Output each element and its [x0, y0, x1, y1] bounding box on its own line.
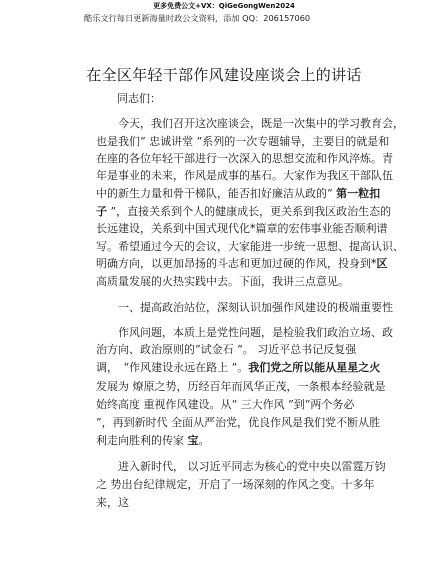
text-run: 在座的各位年轻干部进行一次深入的思想交流和作风淬炼。青 — [96, 152, 393, 165]
text-run: 长远建设，关系到中国式现代化*篇章的宏伟事业能否顺利谱 — [96, 222, 388, 235]
body-line — [96, 187, 380, 201]
text-run: 之 势出台纪律规定，开启了一场深刻的作风之变。十多年 — [96, 478, 375, 491]
body-line — [96, 343, 356, 357]
text-run: 来，这 — [96, 496, 129, 509]
body-line — [96, 326, 393, 340]
text-run: 。 — [198, 434, 210, 447]
text-run: 作风问题，本质上是党性问题，是检验我们政治立场、政 — [96, 326, 393, 339]
body-line — [96, 257, 388, 271]
greeting: 同志们： — [117, 92, 161, 105]
text-run: 一、提高政治站位，深刻认识加强作风建设的极端重要性 — [96, 301, 393, 314]
source-line: 酷乐文行每日更新海量时政公文资料，添加 QQ：206157060 — [84, 13, 311, 23]
text-run: 利走向胜利的传家 — [96, 434, 188, 447]
body-line — [96, 416, 380, 430]
emphasis-text: 宝 — [187, 434, 199, 447]
text-run: 调， “作风建设永远在路上 ”。 — [96, 361, 249, 374]
text-run: 明确方向，以更加昂扬的斗志和更加过硬的作风，投身到* — [96, 257, 377, 270]
text-run: 也是我们“ 忠诚讲堂 ”系列的一次专题辅导，主要目的就是和 — [96, 135, 390, 148]
emphasis-text: 第一粒扣 — [336, 187, 381, 200]
promo-header: 更多免费公文+VX：QiGeGongWen2024 — [153, 2, 295, 10]
body-line — [96, 275, 349, 289]
text-run: 高质量发展的火热实践中去。下面，我讲三点意见。 — [96, 275, 349, 288]
body-line — [96, 361, 380, 375]
body-line — [96, 240, 404, 254]
text-run: 今天，我们召开这次座谈会，既是一次集中的学习教育会， — [96, 117, 404, 130]
body-line — [96, 169, 393, 183]
text-run: ”，直接关系到个人的健康成长，更关系到我区政治生态的 — [107, 205, 392, 218]
text-run: 中的新生力量和骨干梯队，能否扣好廉洁从政的“ — [96, 187, 337, 200]
body-line — [96, 222, 388, 236]
body-line — [96, 135, 389, 149]
body-line — [96, 478, 375, 492]
text-run: 发展为 燎原之势，历经百年而风华正茂，一条根本经验就是 — [96, 380, 386, 393]
text-run: ”，再到新时代 全面从严治党，优良作风是我们党不断从胜 — [96, 416, 381, 429]
text-run: 年是事业的未来，作风是成事的基石。大家作为我区干部队伍 — [96, 169, 393, 182]
emphasis-text: 子 — [96, 205, 107, 218]
body-line — [96, 380, 386, 394]
body-line — [96, 398, 354, 412]
text-run: 治方向、政治原则的“试金石 ”。 习近平总书记反复强 — [96, 343, 357, 356]
text-run: 始终高度 重视作风建设。从“ 三大作风 ”到“两个务必 — [96, 398, 355, 411]
document-title: 在全区年轻干部作风建设座谈会上的讲话 — [86, 66, 362, 84]
body-line — [96, 496, 129, 510]
text-run: 进入新时代， 以习近平同志为核心的党中央以雷霆万钧 — [96, 460, 386, 473]
emphasis-text: 我们党之所以能从星星之火 — [248, 361, 381, 374]
body-line — [96, 205, 391, 219]
body-line — [96, 460, 386, 474]
body-line — [96, 301, 393, 315]
body-line — [96, 434, 210, 448]
body-line — [96, 152, 393, 166]
text-run: 写。希望通过今天的会议，大家能进一步统一思想、提高认识、 — [96, 240, 404, 253]
body-line — [96, 117, 404, 131]
emphasis-text: 区 — [376, 257, 388, 270]
